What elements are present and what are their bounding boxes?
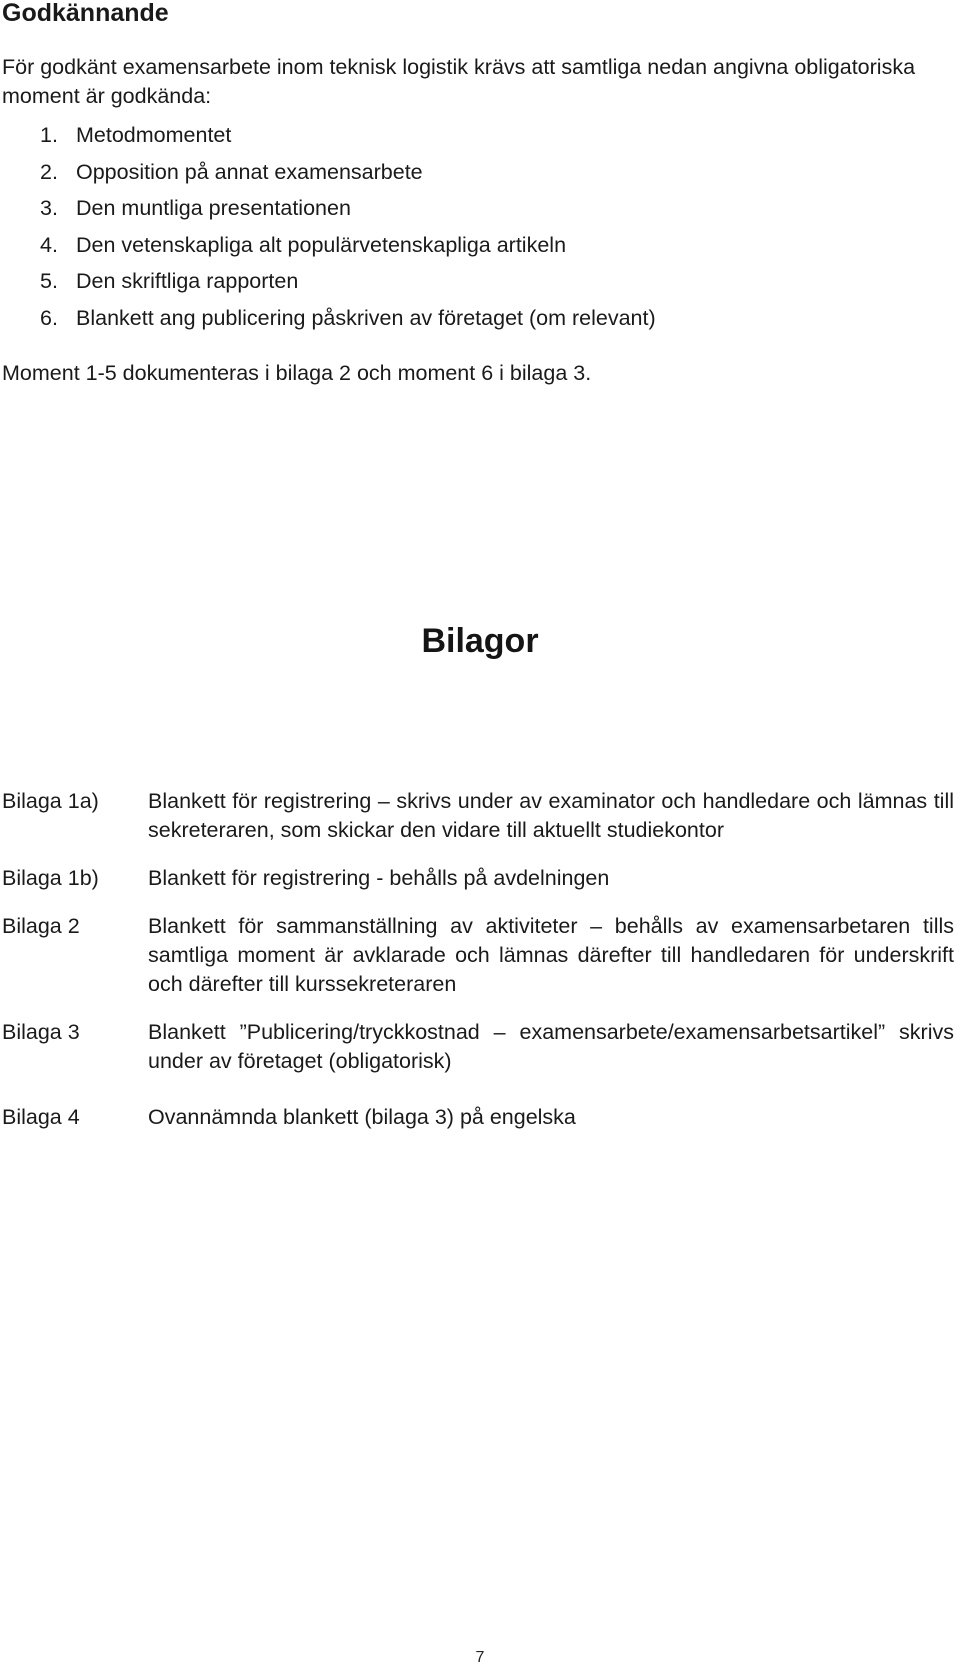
bilaga-row [2,1018,954,1076]
list-item-text: Metodmomentet [76,123,232,147]
list-item [40,154,656,191]
bilaga-row [2,787,954,845]
list-item [40,190,656,227]
bilaga-row [2,864,954,893]
bilaga-row [2,912,954,999]
bilagor-list [2,787,954,1151]
bilaga-description: Blankett för registrering - behålls på avdelningen [148,866,610,890]
list-item-number: 5. [40,269,58,293]
list-item-number: 3. [40,196,58,220]
bilaga-label: Bilaga 1a) [2,789,99,813]
bilaga-description: Blankett för sammanställning av aktiviteter – behålls av examensarbetaren tills samtliga moment är avklarade och lämnas därefter till handledaren för underskrift och därefter till kurssekreteraren [148,914,954,996]
section-heading-godkannande: Godkännande [2,0,169,27]
list-item-text: Opposition på annat examensarbete [76,159,423,184]
list-item-number: 6. [40,305,58,330]
list-item-text: Den vetenskapliga alt populärvetenskapliga artikeln [76,232,567,257]
bilaga-description: Blankett ”Publicering/tryckkostnad – examensarbete/examensarbetsartikel” skrivs under av företaget (obligatorisk) [148,1020,954,1073]
list-item [40,227,656,264]
list-item-number: 2. [40,159,58,184]
list-item-text: Den muntliga presentationen [76,196,351,220]
section-heading-bilagor: Bilagor [421,622,539,660]
list-item-number: 4. [40,232,58,257]
bilaga-label: Bilaga 1b) [2,866,99,890]
intro-paragraph: För godkänt examensarbete inom teknisk logistik krävs att samtliga nedan angivna obligatoriska moment är godkända: [2,55,916,108]
page-number: 7 [475,1649,485,1666]
bilaga-label: Bilaga 2 [2,914,80,938]
bilaga-label: Bilaga 4 [2,1105,80,1129]
bilaga-description: Ovannämnda blankett (bilaga 3) på engelska [148,1105,576,1129]
list-item-number: 1. [40,123,58,147]
bilaga-description: Blankett för registrering – skrivs under av examinator och handledare och lämnas till sekreteraren, som skickar den vidare till aktuellt studiekontor [148,789,954,842]
list-item [40,117,656,154]
list-item [40,263,656,300]
requirements-list [40,117,656,336]
moment-note: Moment 1-5 dokumenteras i bilaga 2 och moment 6 i bilaga 3. [2,361,592,385]
list-item [40,300,656,337]
list-item-text: Den skriftliga rapporten [76,269,299,293]
list-item-text: Blankett ang publicering påskriven av företaget (om relevant) [76,305,656,330]
bilaga-row [2,1103,954,1132]
bilaga-label: Bilaga 3 [2,1020,80,1044]
